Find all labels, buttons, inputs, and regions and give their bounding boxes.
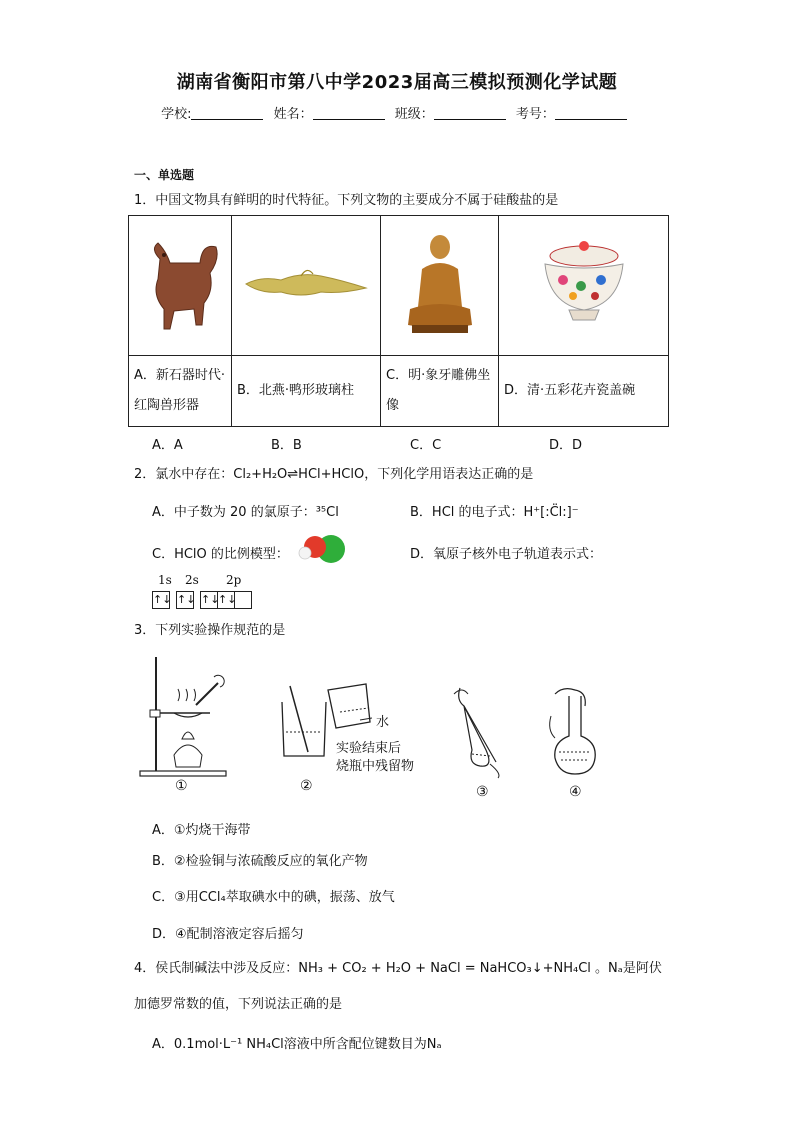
q1-stem: 1．中国文物具有鲜明的时代特征。下列文物的主要成分不属于硅酸盐的是: [134, 193, 559, 208]
fig2-water-label: 水: [376, 715, 390, 730]
q3-option-c[interactable]: C．③用CCl₄萃取碘水中的碘，振荡、放气: [152, 890, 395, 905]
duck-glass-pillar-icon: [241, 254, 371, 314]
hclo-space-filling-model-icon: [295, 533, 351, 565]
orbital-box-1s: ↑↓: [152, 591, 170, 609]
orbital-box-2p-3: [235, 591, 252, 609]
artifact-cell-c: [381, 216, 499, 356]
q4-stem-line1: 4．侯氏制碱法中涉及反应：NH₃ + CO₂ + H₂O + NaCl = NaHCO₃↓+NH₄Cl 。Nₐ是阿伏: [134, 961, 662, 976]
page-title: 湖南省衡阳市第八中学2023届高三模拟预测化学试题: [176, 72, 618, 93]
artifact-label-d: D．清·五彩花卉瓷盖碗: [499, 356, 669, 427]
number-label: 考号：: [515, 107, 555, 122]
school-blank[interactable]: [191, 106, 263, 120]
figure-label-2: ②: [300, 778, 313, 794]
artifact-cell-b: [232, 216, 381, 356]
figure-label-3: ③: [476, 784, 489, 800]
q2-stem: 2．氯水中存在：Cl₂+H₂O⇌HCl+HClO，下列化学用语表达正确的是: [134, 467, 534, 482]
school-label: 学校:: [161, 107, 192, 122]
q2-option-b[interactable]: B．HCl 的电子式：H⁺[:C̈l:]⁻: [410, 505, 579, 520]
orbital-box-2p-1: ↑↓: [200, 591, 218, 609]
class-label: 班级：: [394, 107, 434, 122]
figure-label-4: ④: [569, 784, 582, 800]
artifact-label-c: C．明·象牙雕佛坐像: [381, 356, 499, 427]
figure-label-1: ①: [175, 778, 188, 794]
orbital-box-2s: ↑↓: [176, 591, 194, 609]
orbital-label-1s: 1s: [158, 573, 172, 587]
student-info: [0, 103, 794, 122]
separatory-funnel-figure: [450, 684, 510, 780]
artifact-cell-a: [129, 216, 232, 356]
q3-option-b[interactable]: B．②检验铜与浓硫酸反应的氧化产物: [152, 854, 368, 869]
artifact-label-a: A．新石器时代·红陶兽形器: [129, 356, 232, 427]
fig2-note-line2: 烧瓶中残留物: [336, 759, 415, 774]
q2-option-a[interactable]: A．中子数为 20 的氯原子：³⁵Cl: [152, 505, 339, 520]
class-blank[interactable]: [434, 106, 506, 120]
q1-option-d[interactable]: D．D: [549, 438, 583, 453]
evaporating-dish-stand-figure: [138, 655, 230, 777]
orbital-box-2p-2: ↑↓: [218, 591, 235, 609]
fig2-note-line1: 实验结束后: [336, 741, 402, 756]
q2-option-d[interactable]: D．氧原子核外电子轨道表示式：: [410, 547, 603, 562]
orbital-label-2p: 2p: [226, 573, 242, 587]
red-pottery-animal-vessel-icon: [130, 229, 230, 339]
artifact-cell-d: [499, 216, 669, 356]
artifact-label-b: B．北燕·鸭形玻璃柱: [232, 356, 381, 427]
q4-stem-line2: 加德罗常数的值，下列说法正确的是: [134, 997, 343, 1012]
number-blank[interactable]: [555, 106, 627, 120]
q1-option-c[interactable]: C．C: [410, 438, 442, 453]
q3-stem: 3．下列实验操作规范的是: [134, 623, 286, 638]
orbital-label-2s: 2s: [185, 573, 199, 587]
porcelain-lidded-bowl-icon: [529, 234, 639, 334]
name-label: 姓名：: [273, 107, 313, 122]
q4-option-a[interactable]: A．0.1mol·L⁻¹ NH₄Cl溶液中所含配位键数目为Nₐ: [152, 1037, 442, 1052]
ivory-buddha-statue-icon: [400, 229, 480, 339]
q3-option-d[interactable]: D．④配制溶液定容后摇匀: [152, 927, 304, 942]
q1-option-b[interactable]: B．B: [271, 438, 302, 453]
volumetric-flask-figure: [545, 686, 603, 782]
orbital-diagram: [152, 591, 252, 609]
q3-option-a[interactable]: A．①灼烧干海带: [152, 823, 251, 838]
q1-option-a[interactable]: A．A: [152, 438, 183, 453]
q1-artifact-table: [128, 215, 669, 427]
name-blank[interactable]: [313, 106, 385, 120]
q2-option-c[interactable]: C．HClO 的比例模型：: [152, 547, 289, 562]
section-heading: 一、单选题: [134, 168, 195, 182]
